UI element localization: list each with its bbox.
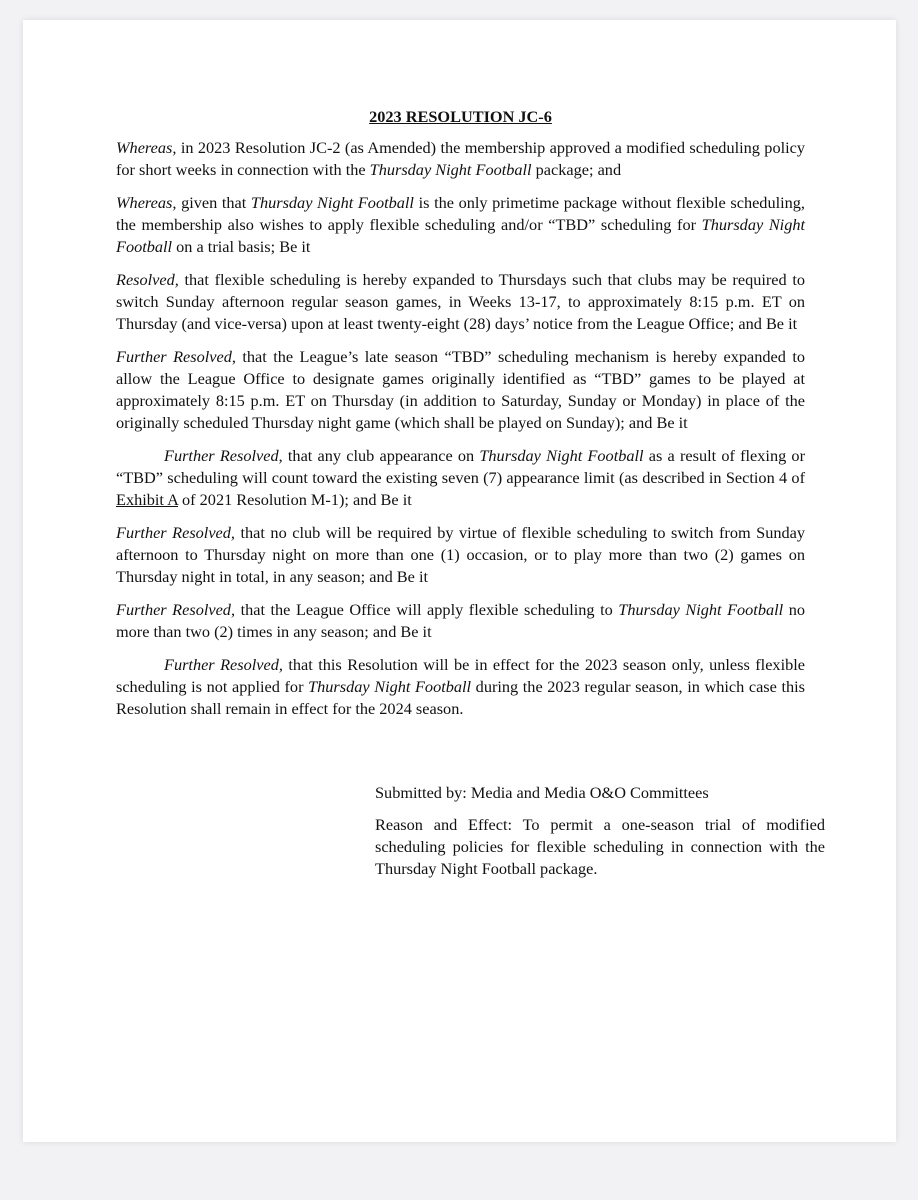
submitted-by: Submitted by: Media and Media O&O Committees	[375, 783, 709, 802]
paragraph-text: that no club will be required by virtue of flexible scheduling to switch from Sunday afternoon to Thursday night on more than one (1) occasion, or to play more than two (2) games on Thursday night in total, in any season; and Be it	[116, 523, 805, 586]
paragraph-text: , that the League’s late season “TBD” scheduling mechanism is hereby expanded to allow the League Office to designate games originally identified as “TBD” games to be played at approximately 8:15 p.m. ET on Thursday (in addition to Saturday, Sunday or Monday) in place of the originally scheduled Thursday night game (which shall be played on Sunday); and Be it	[116, 347, 806, 432]
document-body	[116, 106, 825, 878]
paragraph-lead: Further Resolved,	[116, 600, 236, 619]
paragraph-text: , that any club appearance on	[278, 446, 480, 465]
paragraph-text: given that	[176, 193, 251, 212]
whereas-paragraph-1	[116, 137, 805, 181]
paragraph-text: in 2023 Resolution JC-2 (as Amended) the membership approved a modified scheduling policy for short weeks in connection with the	[116, 138, 805, 179]
paragraph-text: package; and	[531, 160, 622, 179]
resolved-paragraph	[116, 269, 805, 335]
paragraph-lead: Resolved,	[116, 270, 179, 289]
submission-block	[375, 782, 825, 890]
paragraph-text: as a result of flexing or “TBD” scheduling will count toward the existing seven (7) appearance limit (as described in Section 4 of	[116, 446, 805, 487]
paragraph-lead: Whereas,	[116, 138, 177, 157]
document-page	[23, 20, 896, 1142]
exhibit-a-reference: Exhibit A	[116, 490, 178, 509]
paragraph-text: no more than two (2) times in any season; and Be it	[116, 600, 805, 641]
paragraph-lead: Further Resolved,	[164, 655, 283, 674]
whereas-paragraph-2	[116, 192, 805, 258]
further-resolved-paragraph-2	[116, 445, 805, 511]
further-resolved-paragraph-3	[116, 522, 805, 588]
further-resolved-paragraph-1	[116, 346, 805, 434]
paragraph-italic: Thursday Night Football	[369, 160, 532, 179]
paragraph-italic: Thursday Night Football	[250, 193, 414, 212]
paragraph-italic: Thursday Night Football	[479, 446, 644, 465]
further-resolved-paragraph-5	[116, 654, 805, 720]
paragraph-text: of 2021 Resolution M-1); and Be it	[177, 490, 412, 509]
reason-and-effect: Reason and Effect: To permit a one-season trial of modified scheduling policies for flexible scheduling in connection with the Thursday Night Football package.	[375, 815, 825, 878]
paragraph-lead: Further Resolved	[116, 347, 232, 366]
paragraph-text: that flexible scheduling is hereby expanded to Thursdays such that clubs may be required to switch Sunday afternoon regular season games, in Weeks 13-17, to approximately 8:15 p.m. ET on Thursday (and vice-versa) upon at least twenty-eight (28) days’ notice from the League Office; and Be it	[116, 270, 805, 333]
paragraph-italic: Thursday Night Football	[116, 215, 806, 256]
resolution-title: 2023 RESOLUTION JC-6	[369, 107, 552, 126]
paragraph-lead: Further Resolved	[164, 446, 279, 465]
paragraph-text: that this Resolution will be in effect for the 2023 season only, unless flexible scheduling is not applied for	[116, 655, 805, 696]
paragraph-text: on a trial basis; Be it	[172, 237, 311, 256]
further-resolved-paragraph-4	[116, 599, 805, 643]
paragraph-text: that the League Office will apply flexible scheduling to	[235, 600, 619, 619]
paragraph-italic: Thursday Night Football	[618, 600, 784, 619]
paragraph-text: is the only primetime package without flexible scheduling, the membership also wishes to apply flexible scheduling and/or “TBD” scheduling for	[116, 193, 805, 234]
paragraph-text: during the 2023 regular season, in which case this Resolution shall remain in effect for the 2024 season.	[116, 677, 805, 718]
paragraph-lead: Whereas,	[116, 193, 177, 212]
paragraph-lead: Further Resolved,	[116, 523, 235, 542]
paragraph-italic: Thursday Night Football	[308, 677, 472, 696]
